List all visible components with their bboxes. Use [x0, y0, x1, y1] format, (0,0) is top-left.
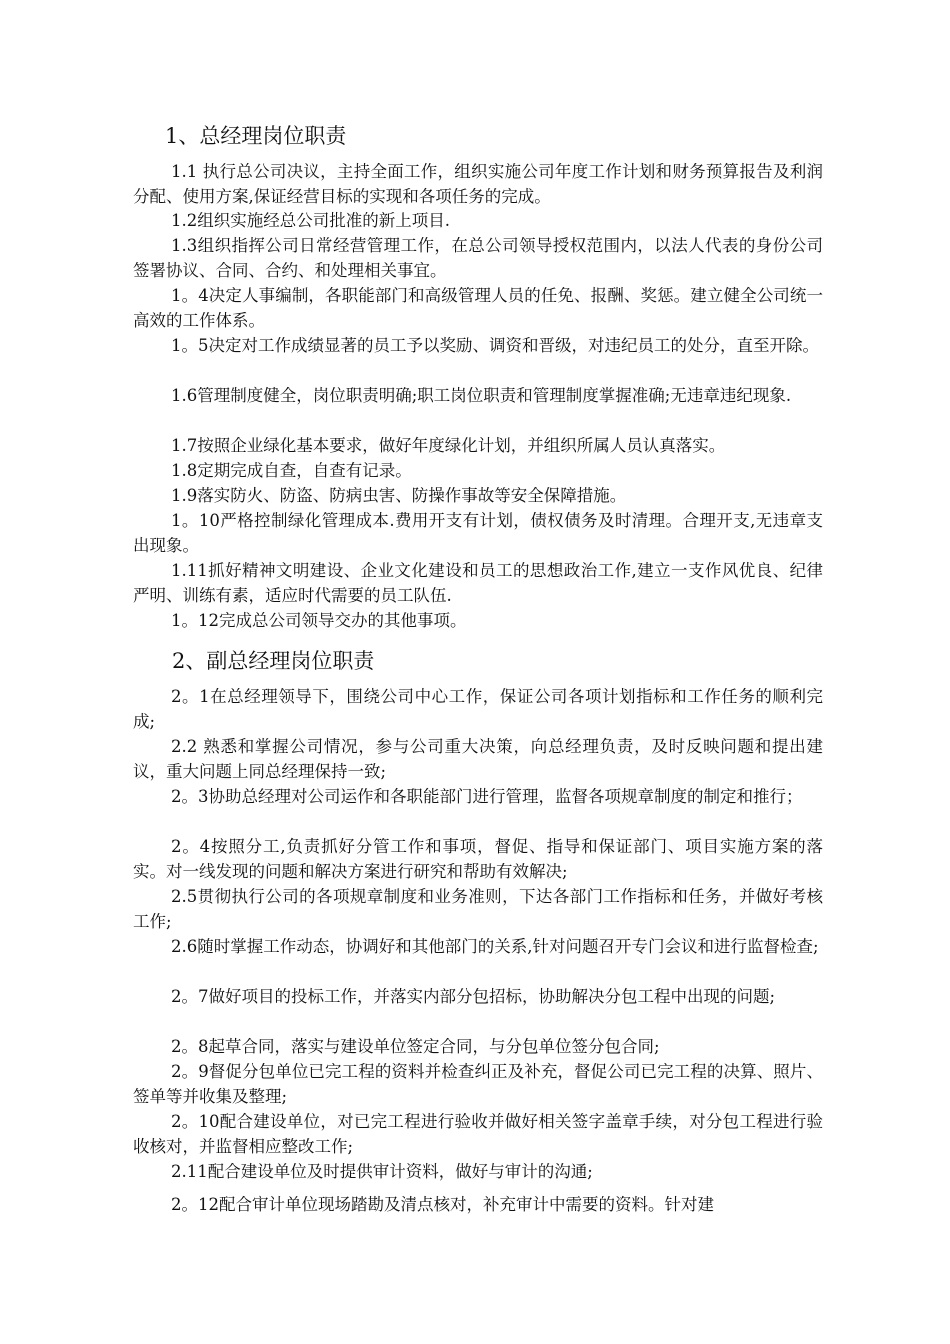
- duty-1-1: 1.1 执行总公司决议，主持全面工作，组织实施公司年度工作计划和财务预算报告及利润分配、使用方案,保证经营目标的实现和各项任务的完成。: [133, 162, 823, 206]
- duty-1-4: 1。4决定人事编制，各职能部门和高级管理人员的任免、报酬、奖惩。建立健全公司统一高效的工作体系。: [133, 286, 823, 330]
- duty-2-6: 2.6随时掌握工作动态，协调好和其他部门的关系,针对问题召开专门会议和进行监督检查;: [171, 937, 819, 956]
- duty-1-5: 1。5决定对工作成绩显著的员工予以奖励、调资和晋级，对违纪员工的处分，直至开除。: [171, 336, 819, 355]
- duty-1-11: 1.11抓好精神文明建设、企业文化建设和员工的思想政治工作,建立一支作风优良、纪律严明、训练有素，适应时代需要的员工队伍.: [133, 561, 823, 605]
- duty-1-8: 1.8定期完成自查，自查有记录。: [171, 461, 412, 480]
- duty-2-3: 2。3协助总经理对公司运作和各职能部门进行管理，监督各项规章制度的制定和推行；: [171, 787, 803, 806]
- section-title-general-manager: 1、总经理岗位职责: [165, 124, 347, 148]
- duty-1-7: 1.7按照企业绿化基本要求，做好年度绿化计划，并组织所属人员认真落实。: [171, 436, 726, 455]
- section-title-deputy-general-manager: 2、副总经理岗位职责: [172, 649, 375, 673]
- duty-2-4: 2。4按照分工,负责抓好分管工作和事项，督促、指导和保证部门、项目实施方案的落实。对一线发现的问题和解决方案进行研究和帮助有效解决;: [133, 837, 823, 881]
- duty-2-12: 2。12配合审计单位现场踏勘及清点核对，补充审计中需要的资料。针对建: [171, 1195, 714, 1214]
- duty-1-2: 1.2组织实施经总公司批准的新上项目.: [171, 211, 450, 230]
- duty-1-9: 1.9落实防火、防盗、防病虫害、防操作事故等安全保障措施。: [171, 486, 627, 505]
- duty-2-5: 2.5贯彻执行公司的各项规章制度和业务准则，下达各部门工作指标和任务，并做好考核工作;: [133, 887, 823, 931]
- duty-2-11: 2.11配合建设单位及时提供审计资料，做好与审计的沟通;: [171, 1162, 593, 1181]
- duty-1-10: 1。10严格控制绿化管理成本.费用开支有计划，债权债务及时清理。合理开支,无违章支出现象。: [133, 511, 823, 555]
- duty-1-12: 1。12完成总公司领导交办的其他事项。: [171, 611, 467, 630]
- duty-2-2: 2.2 熟悉和掌握公司情况，参与公司重大决策，向总经理负责，及时反映问题和提出建议，重大问题上同总经理保持一致;: [133, 737, 823, 781]
- duty-1-6: 1.6管理制度健全，岗位职责明确;职工岗位职责和管理制度掌握准确;无违章违纪现象.: [171, 386, 792, 405]
- duty-2-7: 2。7做好项目的投标工作，并落实内部分包招标，协助解决分包工程中出现的问题;: [171, 987, 776, 1006]
- duty-2-9: 2。9督促分包单位已完工程的资料并检查纠正及补充，督促公司已完工程的决算、照片、签单等并收集及整理;: [133, 1062, 823, 1106]
- duty-1-3: 1.3组织指挥公司日常经营管理工作，在总公司领导授权范围内，以法人代表的身份公司签署协议、合同、合约、和处理相关事宜。: [133, 236, 823, 280]
- duty-2-8: 2。8起草合同，落实与建设单位签定合同，与分包单位签分包合同;: [171, 1037, 660, 1056]
- duty-2-10: 2。10配合建设单位，对已完工程进行验收并做好相关签字盖章手续，对分包工程进行验收核对，并监督相应整改工作;: [133, 1112, 823, 1156]
- duty-2-1: 2。1在总经理领导下，围绕公司中心工作，保证公司各项计划指标和工作任务的顺利完成;: [133, 687, 823, 731]
